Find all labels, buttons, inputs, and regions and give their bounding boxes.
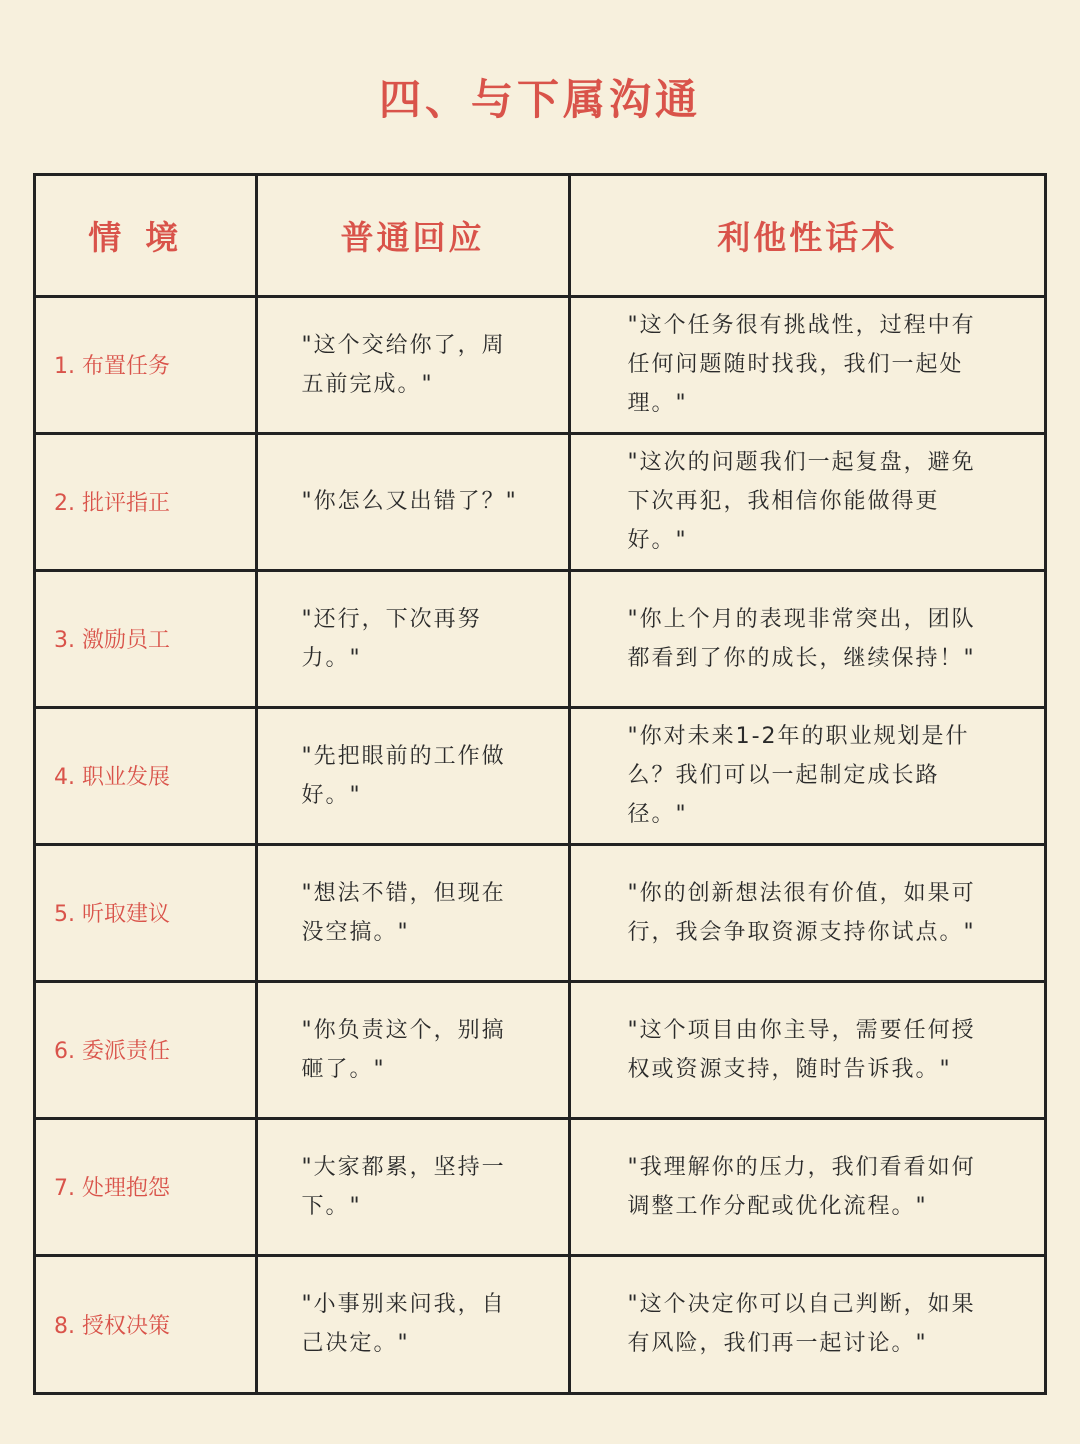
header-normal-response: 普通回应	[256, 176, 569, 296]
situation-cell: 5. 听取建议	[36, 844, 256, 981]
table-row	[36, 570, 1044, 707]
normal-response-cell: "还行，下次再努力。"	[256, 570, 569, 707]
altruistic-phrasing-cell: "你对未来1-2年的职业规划是什么？我们可以一起制定成长路径。"	[569, 707, 1044, 844]
altruistic-phrasing-cell: "这个决定你可以自己判断，如果有风险，我们再一起讨论。"	[569, 1255, 1044, 1392]
altruistic-phrasing-cell: "我理解你的压力，我们看看如何调整工作分配或优化流程。"	[569, 1118, 1044, 1255]
altruistic-phrasing-cell: "你上个月的表现非常突出，团队都看到了你的成长，继续保持！"	[569, 570, 1044, 707]
table-row	[36, 296, 1044, 433]
situation-cell: 1. 布置任务	[36, 296, 256, 433]
table-row	[36, 844, 1044, 981]
normal-response-cell: "你怎么又出错了？"	[256, 433, 569, 570]
table-row	[36, 1118, 1044, 1255]
header-altruistic-phrasing: 利他性话术	[569, 176, 1044, 296]
normal-response-cell: "小事别来问我，自己决定。"	[256, 1255, 569, 1392]
communication-table	[33, 173, 1047, 1395]
normal-response-cell: "你负责这个，别搞砸了。"	[256, 981, 569, 1118]
situation-cell: 2. 批评指正	[36, 433, 256, 570]
situation-cell: 7. 处理抱怨	[36, 1118, 256, 1255]
altruistic-phrasing-cell: "这次的问题我们一起复盘，避免下次再犯，我相信你能做得更好。"	[569, 433, 1044, 570]
normal-response-cell: "想法不错，但现在没空搞。"	[256, 844, 569, 981]
table-row	[36, 433, 1044, 570]
table-row	[36, 1255, 1044, 1392]
normal-response-cell: "先把眼前的工作做好。"	[256, 707, 569, 844]
normal-response-cell: "这个交给你了，周五前完成。"	[256, 296, 569, 433]
table-row	[36, 707, 1044, 844]
situation-cell: 8. 授权决策	[36, 1255, 256, 1392]
table-header-row	[36, 176, 1044, 296]
situation-cell: 3. 激励员工	[36, 570, 256, 707]
altruistic-phrasing-cell: "你的创新想法很有价值，如果可行，我会争取资源支持你试点。"	[569, 844, 1044, 981]
table-row	[36, 981, 1044, 1118]
normal-response-cell: "大家都累，坚持一下。"	[256, 1118, 569, 1255]
situation-cell: 6. 委派责任	[36, 981, 256, 1118]
altruistic-phrasing-cell: "这个任务很有挑战性，过程中有任何问题随时找我，我们一起处理。"	[569, 296, 1044, 433]
page-title: 四、与下属沟通	[378, 75, 701, 124]
situation-cell: 4. 职业发展	[36, 707, 256, 844]
header-situation: 情境	[36, 176, 256, 296]
altruistic-phrasing-cell: "这个项目由你主导，需要任何授权或资源支持，随时告诉我。"	[569, 981, 1044, 1118]
